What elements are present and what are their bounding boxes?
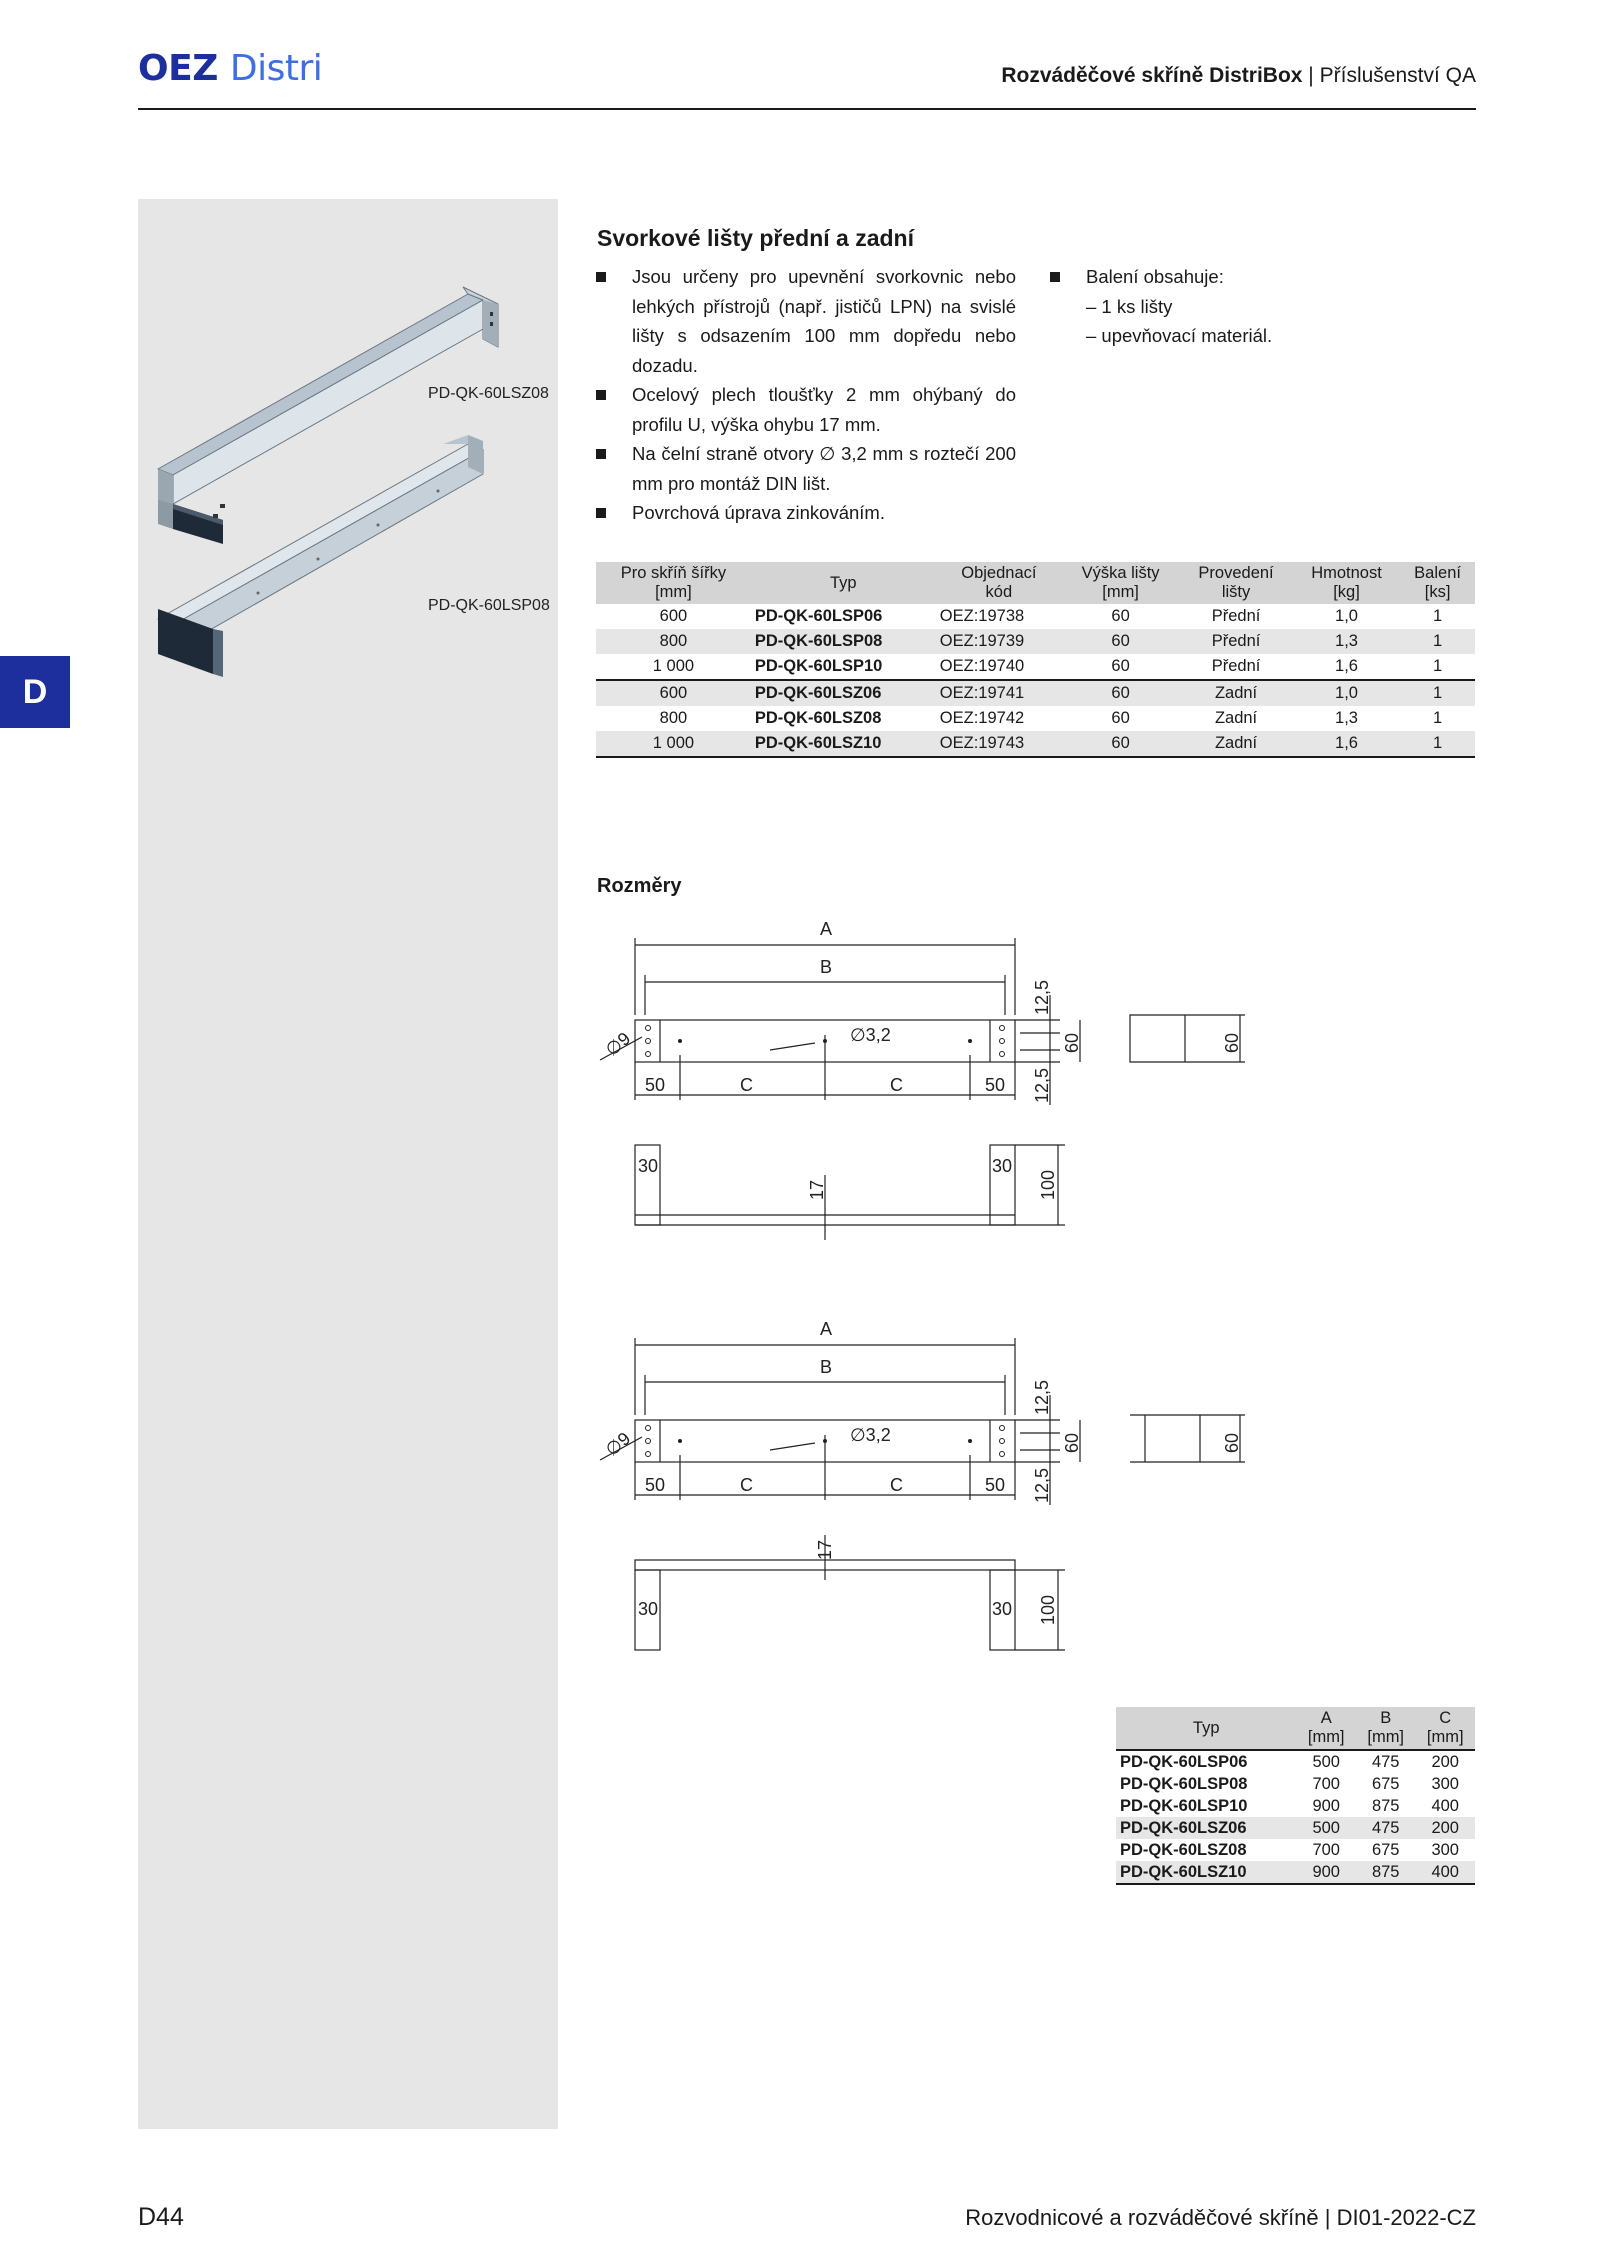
- product-label-rear: PD-QK-60LSZ08: [428, 385, 549, 402]
- product-sidebar: [138, 199, 558, 2129]
- svg-text:12,5: 12,5: [1032, 1379, 1052, 1415]
- feature-list: [596, 262, 1016, 528]
- svg-text:60: 60: [1222, 1432, 1242, 1453]
- col-header: Provedení lišty: [1179, 562, 1293, 604]
- table-row: 800 PD-QK-60LSZ08 OEZ:19742 60 Zadní 1,3 1: [659, 709, 1443, 727]
- table-row: 600 PD-QK-60LSZ06 OEZ:19741 60 Zadní 1,0 1: [596, 680, 1475, 706]
- page-number: D44: [138, 2203, 184, 2231]
- col-header: A [mm]: [1296, 1707, 1356, 1750]
- svg-text:50: 50: [985, 1475, 1006, 1495]
- col-header: B [mm]: [1356, 1707, 1416, 1750]
- svg-text:50: 50: [645, 1475, 666, 1495]
- col-header: Typ: [1116, 1707, 1296, 1750]
- svg-text:60: 60: [1062, 1032, 1082, 1053]
- col-header: Pro skříň šířky [mm]: [596, 562, 751, 604]
- col-header: Balení [ks]: [1400, 562, 1475, 604]
- product-image-rear-rail: [138, 199, 558, 719]
- logo-distri: Distri: [229, 48, 323, 89]
- feature-item: Povrchová úprava zinkováním.: [596, 498, 1016, 528]
- svg-text:30: 30: [638, 1156, 659, 1176]
- svg-text:C: C: [740, 1475, 753, 1495]
- svg-text:12,5: 12,5: [1032, 1067, 1052, 1103]
- table-row: 800 PD-QK-60LSP08 OEZ:19739 60 Přední 1,3 1: [596, 629, 1475, 654]
- dimension-drawing-rear: [580, 1315, 1300, 1675]
- package-item: – upevňovací materiál.: [1086, 325, 1273, 346]
- table-row: 1 000 PD-QK-60LSZ10 OEZ:19743 60 Zadní 1,6 1: [596, 731, 1475, 757]
- brand-logo: [138, 48, 322, 89]
- package-heading: Balení obsahuje:: [1050, 262, 1410, 292]
- table-row: PD-QK-60LSZ10 900 875 400: [1116, 1861, 1475, 1884]
- svg-text:30: 30: [992, 1599, 1013, 1619]
- svg-text:∅3,2: ∅3,2: [850, 1025, 891, 1045]
- header-title-bold: Rozváděčové skříně DistriBox: [1001, 64, 1303, 87]
- col-header: Hmotnost [kg]: [1293, 562, 1400, 604]
- svg-text:C: C: [890, 1075, 903, 1095]
- dimensions-title: Rozměry: [597, 875, 682, 897]
- svg-text:100: 100: [1038, 1169, 1058, 1200]
- header-separator: |: [1308, 64, 1314, 87]
- table-row: PD-QK-60LSP08 700 675 300: [1120, 1775, 1459, 1793]
- svg-text:∅9: ∅9: [601, 1028, 635, 1061]
- table-row: PD-QK-60LSZ06 500 475 200: [1116, 1817, 1475, 1839]
- svg-text:60: 60: [1062, 1432, 1082, 1453]
- svg-text:B: B: [820, 1357, 833, 1377]
- footer-text: Rozvodnicové a rozváděčové skříně | DI01-2022-CZ: [965, 2205, 1476, 2230]
- feature-item: Na čelní straně otvory ∅ 3,2 mm s roztečí 200 mm pro montáž DIN lišt.: [596, 439, 1016, 498]
- svg-text:60: 60: [1222, 1032, 1242, 1053]
- svg-text:∅3,2: ∅3,2: [850, 1425, 891, 1445]
- table-row: PD-QK-60LSZ08 700 675 300: [1120, 1841, 1459, 1859]
- header-divider: [138, 108, 1476, 110]
- header-title-rest: Příslušenství QA: [1319, 64, 1476, 87]
- feature-item: Jsou určeny pro upevnění svorkovnic nebo lehkých přístrojů (např. jističů LPN) na svislé lišty s odsazením 100 mm dopředu nebo dozadu.: [596, 262, 1016, 380]
- svg-text:C: C: [740, 1075, 753, 1095]
- svg-text:100: 100: [1038, 1594, 1058, 1625]
- svg-text:12,5: 12,5: [1032, 1467, 1052, 1503]
- dimension-drawing-front: [580, 915, 1300, 1245]
- package-list: [1050, 262, 1410, 351]
- table-row: 1 000 PD-QK-60LSP10 OEZ:19740 60 Přední 1,6 1: [652, 657, 1443, 675]
- section-title: Svorkové lišty přední a zadní: [597, 225, 914, 251]
- product-label-front: PD-QK-60LSP08: [428, 597, 550, 614]
- svg-text:50: 50: [645, 1075, 666, 1095]
- header-title: [1001, 64, 1476, 88]
- dimension-table: [1116, 1707, 1475, 1885]
- col-header: Výška lišty [mm]: [1062, 562, 1179, 604]
- svg-text:12,5: 12,5: [1032, 979, 1052, 1015]
- col-header: Objednací kód: [936, 562, 1062, 604]
- svg-text:B: B: [820, 957, 833, 977]
- table-row: 600 PD-QK-60LSP06 OEZ:19738 60 Přední 1,0 1: [659, 607, 1443, 625]
- table-row: PD-QK-60LSP06 500 475 200: [1116, 1750, 1475, 1773]
- svg-text:A: A: [820, 919, 833, 939]
- svg-text:A: A: [820, 1319, 833, 1339]
- svg-text:17: 17: [815, 1539, 835, 1560]
- feature-item: Ocelový plech tloušťky 2 mm ohýbaný do profilu U, výška ohybu 17 mm.: [596, 380, 1016, 439]
- svg-text:30: 30: [638, 1599, 659, 1619]
- svg-text:∅9: ∅9: [601, 1428, 635, 1461]
- product-table: [596, 562, 1475, 758]
- col-header: C [mm]: [1415, 1707, 1475, 1750]
- svg-text:C: C: [890, 1475, 903, 1495]
- svg-text:30: 30: [992, 1156, 1013, 1176]
- col-header: Typ: [751, 562, 936, 604]
- logo-oez: OEZ: [138, 48, 218, 89]
- table-row: PD-QK-60LSP10 900 875 400: [1120, 1797, 1459, 1815]
- svg-text:50: 50: [985, 1075, 1006, 1095]
- package-item: – 1 ks lišty: [1086, 295, 1173, 317]
- chapter-tab: D: [0, 656, 70, 728]
- svg-text:17: 17: [807, 1179, 827, 1200]
